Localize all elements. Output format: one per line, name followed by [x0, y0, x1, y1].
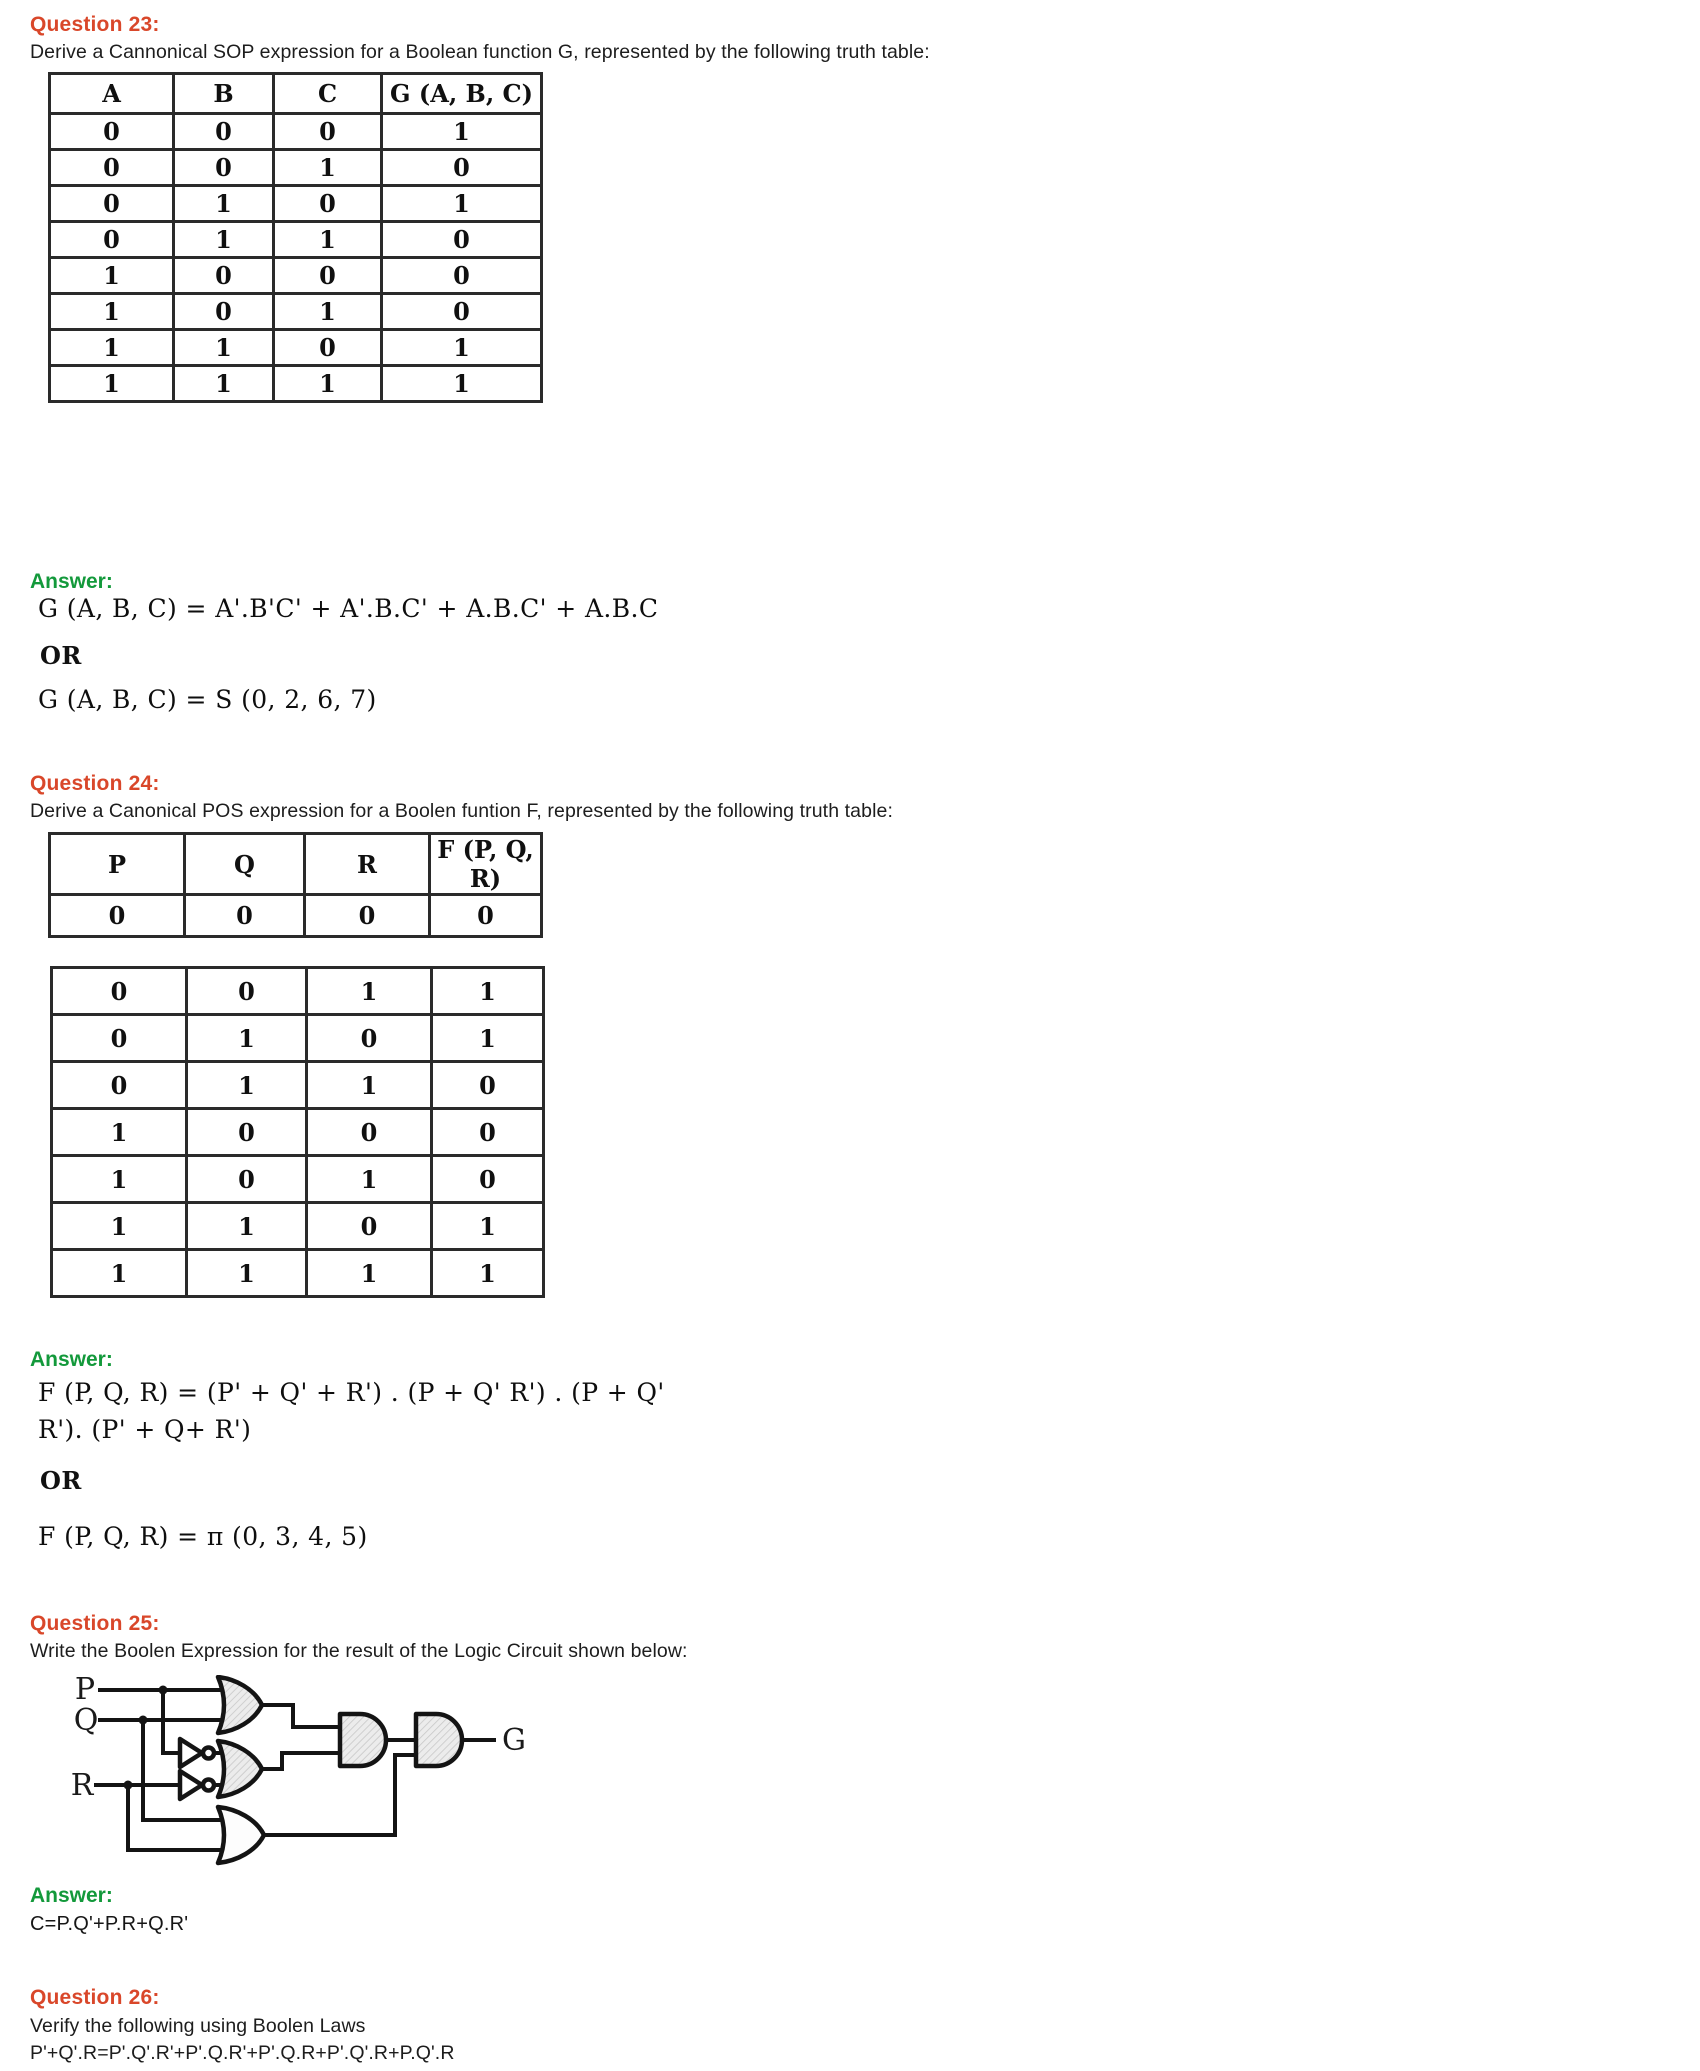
- circuit-output-label-g: G: [502, 1723, 526, 1758]
- answer-24-pi-expression: F (P, Q, R) = π (0, 3, 4, 5): [38, 1522, 368, 1551]
- table-cell: 1: [174, 366, 274, 402]
- table-row: [52, 1109, 544, 1156]
- table-header-cell: A: [50, 74, 174, 114]
- question-23-text: Derive a Cannonical SOP expression for a Boolean function G, represented by the following truth table:: [30, 41, 930, 63]
- table-cell: 0: [50, 895, 185, 937]
- table-cell: 1: [52, 1109, 187, 1156]
- table-cell: 1: [50, 258, 174, 294]
- table-cell: 0: [187, 968, 307, 1015]
- table-cell: 1: [187, 1015, 307, 1062]
- table-cell: 0: [52, 968, 187, 1015]
- table-cell: 1: [52, 1203, 187, 1250]
- table-cell: 1: [382, 366, 542, 402]
- question-23-truth-table-container: [48, 72, 543, 403]
- circuit-input-label-q: Q: [73, 1703, 99, 1738]
- table-cell: 1: [274, 222, 382, 258]
- table-row: [50, 222, 542, 258]
- table-cell: 0: [50, 186, 174, 222]
- table-cell: 0: [382, 222, 542, 258]
- and-gate-1: [340, 1714, 386, 1766]
- or-gate-bottom: [218, 1807, 264, 1863]
- table-cell: 1: [307, 1062, 432, 1109]
- table-cell: 0: [174, 258, 274, 294]
- table-cell: 1: [307, 1156, 432, 1203]
- junction-dot: [139, 1716, 148, 1725]
- circuit-input-label-r: R: [70, 1768, 94, 1803]
- table-cell: 0: [432, 1109, 544, 1156]
- question-25-text: Write the Boolen Expression for the result of the Logic Circuit shown below:: [30, 1640, 688, 1662]
- table-cell: 0: [274, 330, 382, 366]
- table-header-cell: G (A, B, C): [382, 74, 542, 114]
- table-cell: 0: [307, 1203, 432, 1250]
- table-cell: 0: [50, 222, 174, 258]
- table-cell: 1: [187, 1203, 307, 1250]
- truth-table: [48, 72, 543, 403]
- table-cell: 1: [50, 330, 174, 366]
- table-cell: 1: [382, 186, 542, 222]
- table-cell: 0: [274, 186, 382, 222]
- logic-circuit-diagram: [30, 1675, 530, 1890]
- table-cell: 1: [382, 330, 542, 366]
- or-gate-middle: [218, 1741, 262, 1797]
- table-row: [52, 1156, 544, 1203]
- table-cell: 0: [52, 1062, 187, 1109]
- table-header-cell: F (P, Q, R): [430, 834, 542, 895]
- answer-25-expression: C=P.Q'+P.R+Q.R': [30, 1913, 189, 1935]
- or-gate-top: [218, 1677, 262, 1733]
- table-cell: 1: [432, 1015, 544, 1062]
- truth-table: [50, 966, 545, 1298]
- table-cell: 0: [382, 150, 542, 186]
- table-cell: 0: [274, 258, 382, 294]
- table-cell: 1: [174, 222, 274, 258]
- junction-dot: [159, 1686, 168, 1695]
- table-row: [50, 114, 542, 150]
- table-row: [50, 330, 542, 366]
- table-cell: 0: [187, 1109, 307, 1156]
- question-26-heading: Question 26:: [30, 1986, 160, 2009]
- table-cell: 0: [432, 1062, 544, 1109]
- circuit-input-label-p: P: [74, 1675, 96, 1707]
- table-row: [52, 1062, 544, 1109]
- table-cell: 1: [187, 1250, 307, 1297]
- not-gate-1: [180, 1739, 202, 1767]
- table-header-cell: Q: [185, 834, 305, 895]
- table-cell: 1: [274, 294, 382, 330]
- table-row: [50, 366, 542, 402]
- table-cell: 0: [305, 895, 430, 937]
- table-cell: 1: [174, 330, 274, 366]
- question-26-expression: P'+Q'.R=P'.Q'.R'+P'.Q.R'+P'.Q.R+P'.Q'.R+P.Q'.R: [30, 2042, 455, 2064]
- table-cell: 0: [50, 114, 174, 150]
- answer-23-or: OR: [40, 641, 82, 670]
- wire-top-or-to-and1: [261, 1705, 340, 1727]
- table-cell: 1: [307, 968, 432, 1015]
- table-cell: 1: [432, 1250, 544, 1297]
- answer-23-sigma-expression: G (A, B, C) = S (0, 2, 6, 7): [38, 685, 377, 714]
- table-cell: 0: [307, 1015, 432, 1062]
- question-24-text: Derive a Canonical POS expression for a Boolen funtion F, represented by the following truth table:: [30, 800, 893, 822]
- table-cell: 1: [382, 114, 542, 150]
- question-23-heading: Question 23:: [30, 13, 160, 36]
- not-gate-2: [180, 1771, 202, 1799]
- table-cell: 1: [432, 1203, 544, 1250]
- table-cell: 1: [52, 1250, 187, 1297]
- wire-mid-or-to-and1: [261, 1753, 340, 1769]
- table-header-cell: P: [50, 834, 185, 895]
- table-cell: 0: [430, 895, 542, 937]
- table-cell: 1: [50, 366, 174, 402]
- and-gate-2: [416, 1714, 462, 1766]
- table-row: [50, 150, 542, 186]
- answer-24-label: Answer:: [30, 1348, 113, 1371]
- table-header-row: [50, 834, 542, 895]
- table-row: [52, 1015, 544, 1062]
- question-24-truth-table-bottom-container: [50, 966, 545, 1298]
- table-cell: 0: [382, 258, 542, 294]
- table-cell: 0: [185, 895, 305, 937]
- junction-dot: [124, 1781, 133, 1790]
- table-cell: 1: [274, 150, 382, 186]
- answer-24-or: OR: [40, 1466, 82, 1495]
- table-row: [50, 186, 542, 222]
- answer-24-pos-expression-line1: F (P, Q, R) = (P' + Q' + R') . (P + Q' R') . (P + Q': [38, 1378, 665, 1407]
- table-cell: 0: [50, 150, 174, 186]
- answer-25-label: Answer:: [30, 1884, 113, 1907]
- question-25-heading: Question 25:: [30, 1612, 160, 1635]
- table-cell: 0: [174, 114, 274, 150]
- table-cell: 1: [307, 1250, 432, 1297]
- table-row: [52, 1250, 544, 1297]
- table-row: [52, 968, 544, 1015]
- not-bubble-1: [203, 1748, 214, 1759]
- table-cell: 0: [174, 294, 274, 330]
- table-cell: 0: [174, 150, 274, 186]
- table-cell: 0: [52, 1015, 187, 1062]
- answer-23-label: Answer:: [30, 570, 113, 593]
- table-row: [50, 895, 542, 937]
- table-cell: 1: [187, 1062, 307, 1109]
- table-header-cell: B: [174, 74, 274, 114]
- answer-23-sop-expression: G (A, B, C) = A'.B'C' + A'.B.C' + A.B.C' + A.B.C: [38, 594, 659, 623]
- table-row: [50, 258, 542, 294]
- question-24-truth-table-top-container: [48, 832, 543, 938]
- table-cell: 1: [174, 186, 274, 222]
- question-24-heading: Question 24:: [30, 772, 160, 795]
- table-cell: 0: [432, 1156, 544, 1203]
- table-cell: 1: [432, 968, 544, 1015]
- table-row: [50, 294, 542, 330]
- table-cell: 0: [307, 1109, 432, 1156]
- table-row: [52, 1203, 544, 1250]
- table-cell: 0: [382, 294, 542, 330]
- table-header-cell: R: [305, 834, 430, 895]
- truth-table: [48, 832, 543, 938]
- wire-q-to-bottom-or: [143, 1720, 230, 1820]
- table-cell: 0: [274, 114, 382, 150]
- question-26-text: Verify the following using Boolen Laws: [30, 2015, 366, 2037]
- table-header-row: [50, 74, 542, 114]
- table-cell: 1: [50, 294, 174, 330]
- table-header-cell: C: [274, 74, 382, 114]
- table-cell: 1: [52, 1156, 187, 1203]
- answer-24-pos-expression-line2: R'). (P' + Q+ R'): [38, 1415, 252, 1444]
- table-cell: 1: [274, 366, 382, 402]
- table-cell: 0: [187, 1156, 307, 1203]
- not-bubble-2: [203, 1780, 214, 1791]
